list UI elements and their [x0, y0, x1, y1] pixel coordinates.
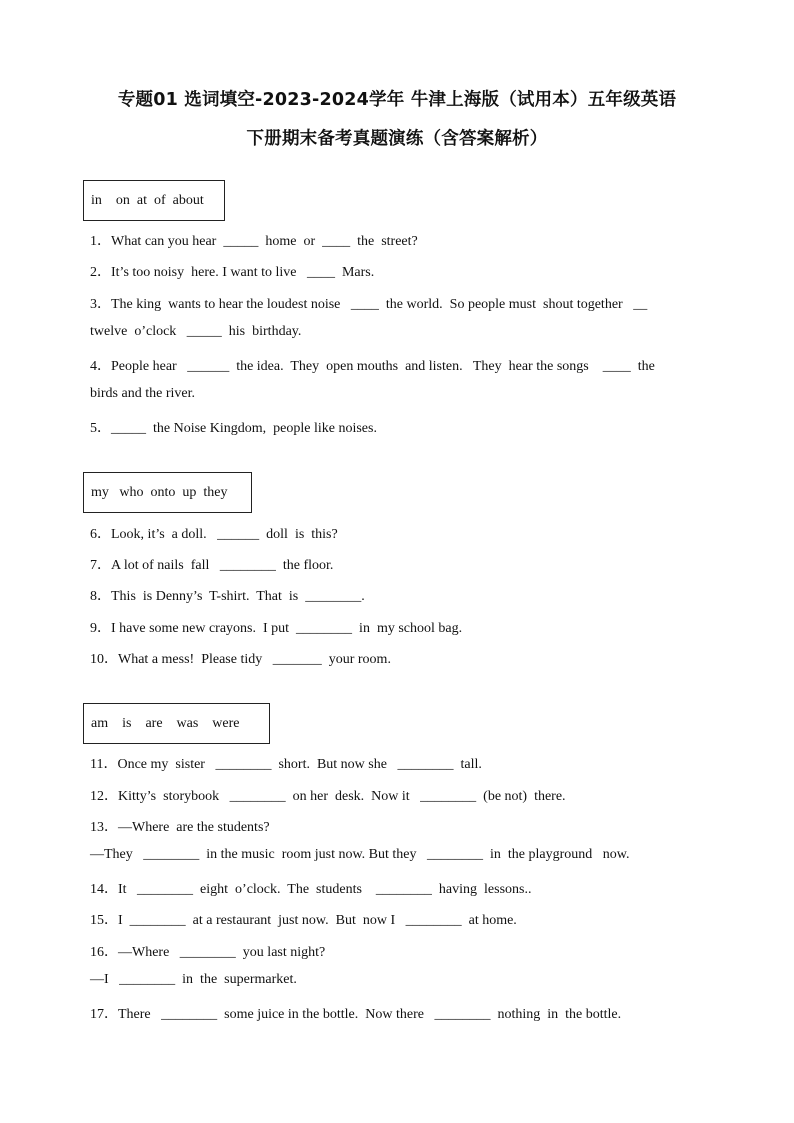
word-bank-3: am is are was were: [83, 703, 270, 744]
question-line: 8．This is Denny’s T-shirt. That is ________.: [90, 589, 365, 604]
question-line: twelve o’clock _____ his birthday.: [90, 324, 302, 339]
question-line: 1．What can you hear _____ home or ____ the street?: [90, 234, 418, 249]
question-line: 6．Look, it’s a doll. ______ doll is this?: [90, 527, 338, 542]
question-line: 12．Kitty’s storybook ________ on her desk. Now it ________ (be not) there.: [90, 789, 566, 804]
question-line: 16．—Where ________ you last night?: [90, 945, 326, 960]
page-title-line-1: 专题01 选词填空-2023-2024学年 牛津上海版（试用本）五年级英语: [117, 90, 677, 110]
question-line: 15．I ________ at a restaurant just now. But now I ________ at home.: [90, 913, 517, 928]
question-line: 3．The king wants to hear the loudest noise ____ the world. So people must shout together __: [90, 297, 648, 312]
question-line: birds and the river.: [90, 386, 195, 401]
question-line: 7．A lot of nails fall ________ the floor.: [90, 558, 334, 573]
question-line: 13．—Where are the students?: [90, 820, 270, 835]
question-line: 10．What a mess! Please tidy _______ your room.: [90, 652, 391, 667]
word-bank-2: my who onto up they: [83, 472, 252, 513]
question-line: 17．There ________ some juice in the bottle. Now there ________ nothing in the bottle.: [90, 1007, 622, 1022]
page-title-line-2: 下册期末备考真题演练（含答案解析）: [246, 129, 548, 149]
question-line: —I ________ in the supermarket.: [90, 972, 297, 987]
question-line: 4．People hear ______ the idea. They open mouths and listen. They hear the songs ____ the: [90, 359, 655, 374]
question-line: 5．_____ the Noise Kingdom, people like noises.: [90, 421, 377, 436]
question-line: —They ________ in the music room just now. But they ________ in the playground now.: [90, 847, 630, 862]
question-line: 9．I have some new crayons. I put ________ in my school bag.: [90, 621, 463, 636]
question-line: 11．Once my sister ________ short. But now she ________ tall.: [90, 757, 482, 772]
question-line: 14．It ________ eight o’clock. The students ________ having lessons..: [90, 882, 532, 897]
question-line: 2．It’s too noisy here. I want to live ____ Mars.: [90, 265, 375, 280]
word-bank-1: in on at of about: [83, 180, 225, 221]
